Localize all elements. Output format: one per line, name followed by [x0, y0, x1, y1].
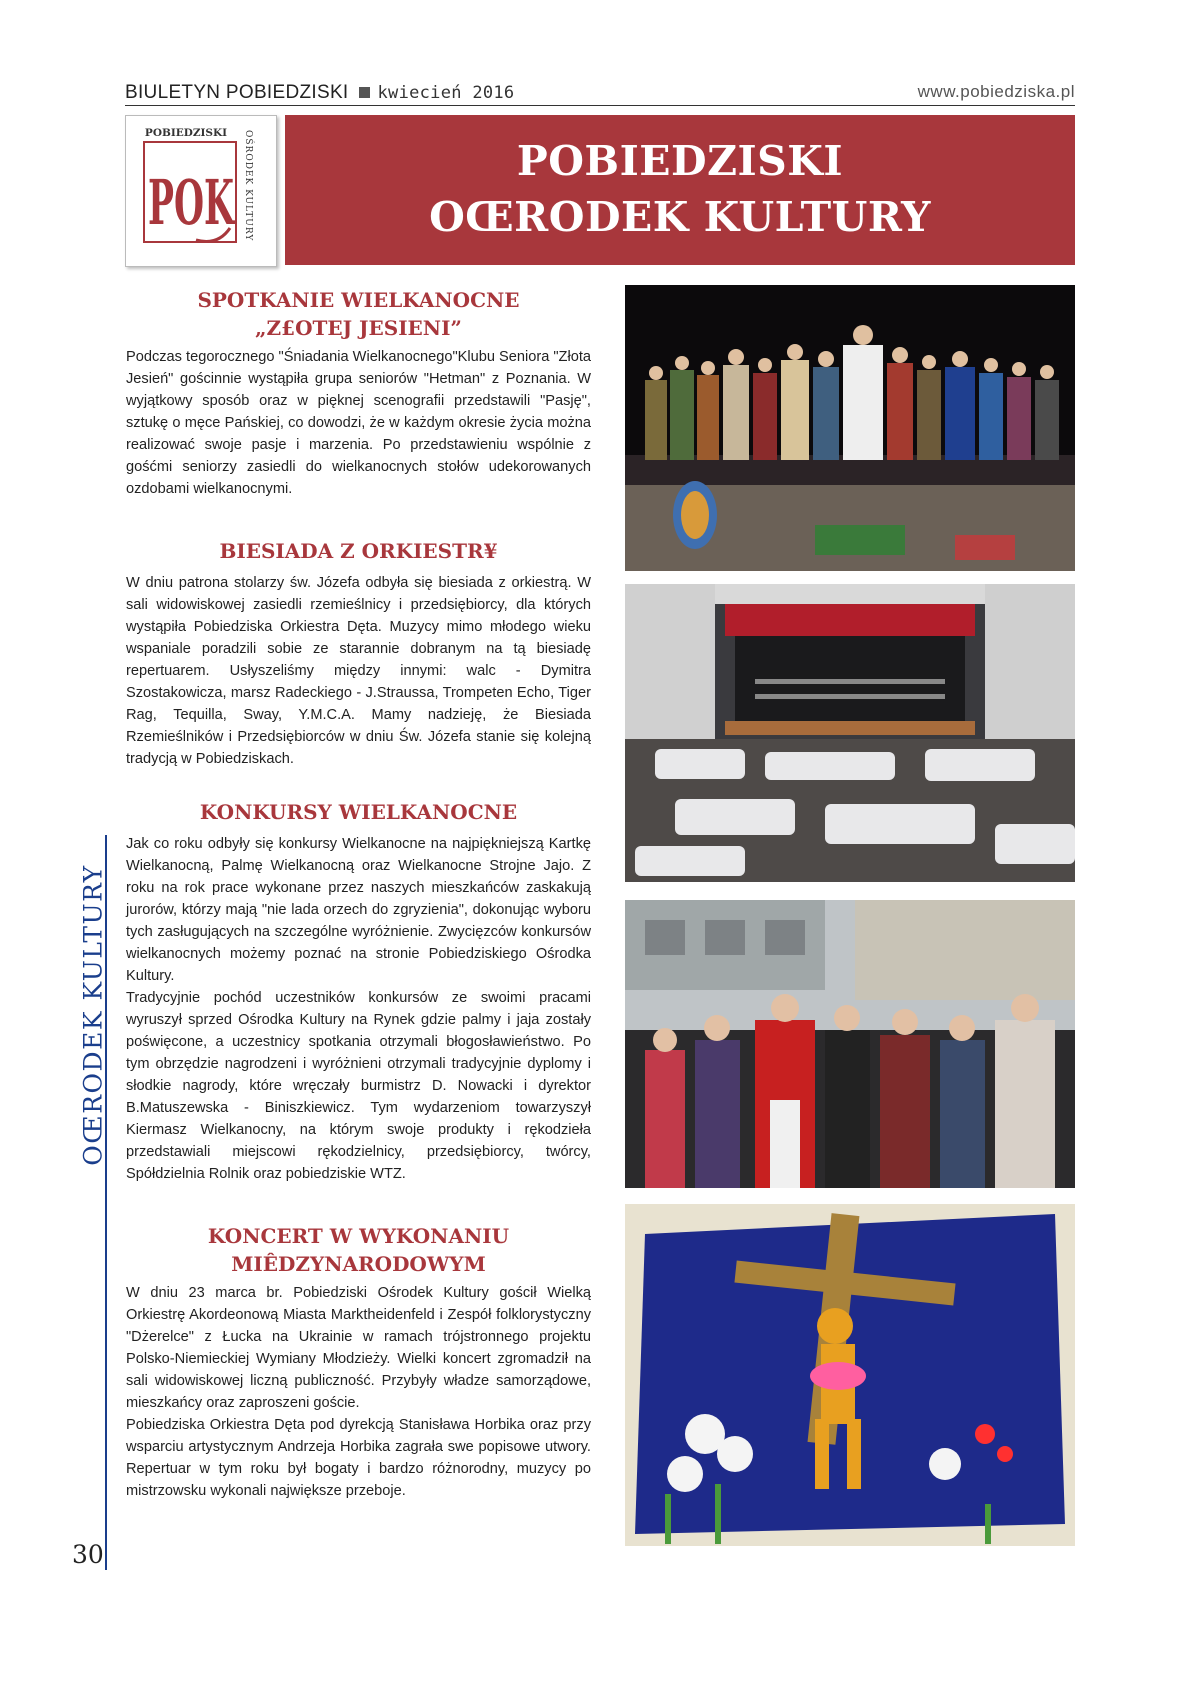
section-banner — [285, 115, 1075, 265]
article-body: W dniu 23 marca br. Pobiedziski Ośrodek Kultury gościł Wielką Orkiestrę Akordeonową Miasta Marktheidenfeld i Zespół folklorystyczny "Dżerelce" z Łucka na Ukrainie w ramach trójstronnego projektu Polsko-Niemieckiej Wymiany Młodzieży. Wielki koncert zgromadził na sali widowiskowej liczną publiczność. Przybyły władze samorządowe, mieszkańcy oraz zaproszeni goście. — [126, 1285, 591, 1411]
article-title: BIESIADA Z ORKIESTR¥ — [219, 539, 498, 563]
article-body: Podczas tegorocznego "Śniadania Wielkanocnego"Klubu Seniora "Złota Jesień" gościnnie wystąpiła grupa seniorów "Hetman" z Poznania. W wyjątkowy sposób oraz w pięknej scenografii przedstawili "Pasję", sztukę o męce Pańskiej, co dowodzi, że w każdym okresie życia można realizować swoje pasje i marzenia. Po przedstawieniu wspólnie z gośćmi seniorzy zasiedli do wielkanocnych stołów udekorowanych ozdobami wielkanocnymi. — [126, 349, 591, 497]
article-body: W dniu patrona stolarzy św. Józefa odbyła się biesiada z orkiestrą. W sali widowiskowej zasiedli rzemieślnicy i przedsiębiorcy, dla których wystąpiła Pobiedziska Orkiestra Dęta. Muzycy mimo młodego wieku wspaniale poradzili sobie ze starannie dobranym na tą biesiadę repertuarem. Usłyszeliśmy między innymi: walc - Dymitra Szostakowicza, marsz Radeckiego - J.Straussa, Trompeten Echo, Tiger Rag, Tequilla, Sway, Y.M.C.A. Mamy nadzieję, że Biesiada Rzemieślników i Przedsiębiorców w dniu Św. Józefa stanie się kolejną tradycją w Pobiedziskach. — [126, 575, 591, 767]
logo-side-text: OŚRODEK KULTURY — [243, 130, 253, 242]
publication-title: BIULETYN POBIEDZISKI — [125, 82, 349, 103]
photo-concert-hall — [625, 584, 1075, 882]
website-link[interactable]: www.pobiedziska.pl — [917, 82, 1075, 101]
article-title-line1: SPOTKANIE WIELKANOCNE — [197, 288, 520, 312]
pok-logo — [125, 115, 277, 267]
article-title — [126, 1222, 591, 1278]
banner-title-line2: OŒRODEK KULTURY — [429, 193, 931, 241]
photo-stage-passion-play — [625, 285, 1075, 571]
article-easter-contests — [126, 798, 591, 1185]
header-rule — [125, 105, 1075, 106]
page-header — [125, 78, 1075, 106]
photo-market-square-crowd — [625, 900, 1075, 1188]
banner-title-line1: POBIEDZISKI — [516, 137, 844, 185]
logo-top-text: POBIEDZISKI — [144, 127, 228, 139]
square-bullet-icon — [359, 87, 370, 98]
article-title-line2: MIÊDZYNARODOWYM — [231, 1252, 486, 1276]
logo-mark: POK — [148, 166, 236, 239]
issue-date: kwiecień 2016 — [377, 83, 515, 103]
article-title — [126, 286, 591, 342]
side-rule — [105, 835, 107, 1570]
article-title: KONKURSY WIELKANOCNE — [199, 800, 518, 824]
article-orchestra-feast — [126, 537, 591, 770]
publication-info — [125, 82, 514, 104]
article-body-continued: Tradycyjnie pochód uczestników konkursów ze swoimi pracami wyruszył sprzed Ośrodka Kultury na Rynek gdzie palmy i jaja zostały poświęcone, a uczestnicy spotkania otrzymali błogosławieństwo. Po tym obrzędzie nagrodzeni i wyróżnieni otrzymali tradycyjnie dyplomy i słodkie nagrody, które wręczały burmistrz D. Nowacki i dyrektor B.Matuszewska - Biniszkiewicz. Tym wydarzeniom towarzyszył Kiermasz Wielkanocny, na którym swoje produkty i rękodzieła przedstawiali miejscowi rękodzielnicy, przedsiębiorcy, twórcy, Spółdzielnia Rolnik oraz pobiedziskie WTZ. — [126, 990, 591, 1182]
article-title-line2: „Z£OTEJ JESIENI” — [255, 316, 462, 340]
article-body-continued: Pobiedziska Orkiestra Dęta pod dyrekcją Stanisława Horbika oraz przy wsparciu artystycznym Andrzeja Horbika zagrała swe popisowe utwory. Repertuar w tym roku był bogaty i bardzo różnorodny, muzycy po mistrzowsku wykonali największe przeboje. — [126, 1417, 591, 1499]
side-label-text: OŒRODEK KULTURY — [78, 864, 108, 1166]
photo-flower-carpet-crucifix — [625, 1204, 1075, 1546]
article-title-line1: KONCERT W WYKONANIU — [207, 1224, 510, 1248]
article-international-concert — [126, 1222, 591, 1502]
side-label — [78, 840, 108, 1190]
article-easter-meeting — [126, 286, 591, 500]
article-body: Jak co roku odbyły się konkursy Wielkanocne na najpiękniejszą Kartkę Wielkanocną, Palmę Wielkanocną oraz Wielkanocne Strojne Jajo. Z roku na rok prace wykonane przez naszych mieszkańców zaskakują jurorów, którzy mają "nie lada orzech do zgryzienia", dokonując wyboru tych zasługujących na szczególne wyróżnienie. Zwycięzców konkursów wielkanocnych możemy poznać na stronie Pobiedziskiego Ośrodka Kultury. — [126, 836, 591, 984]
page-number: 30 — [72, 1540, 104, 1569]
